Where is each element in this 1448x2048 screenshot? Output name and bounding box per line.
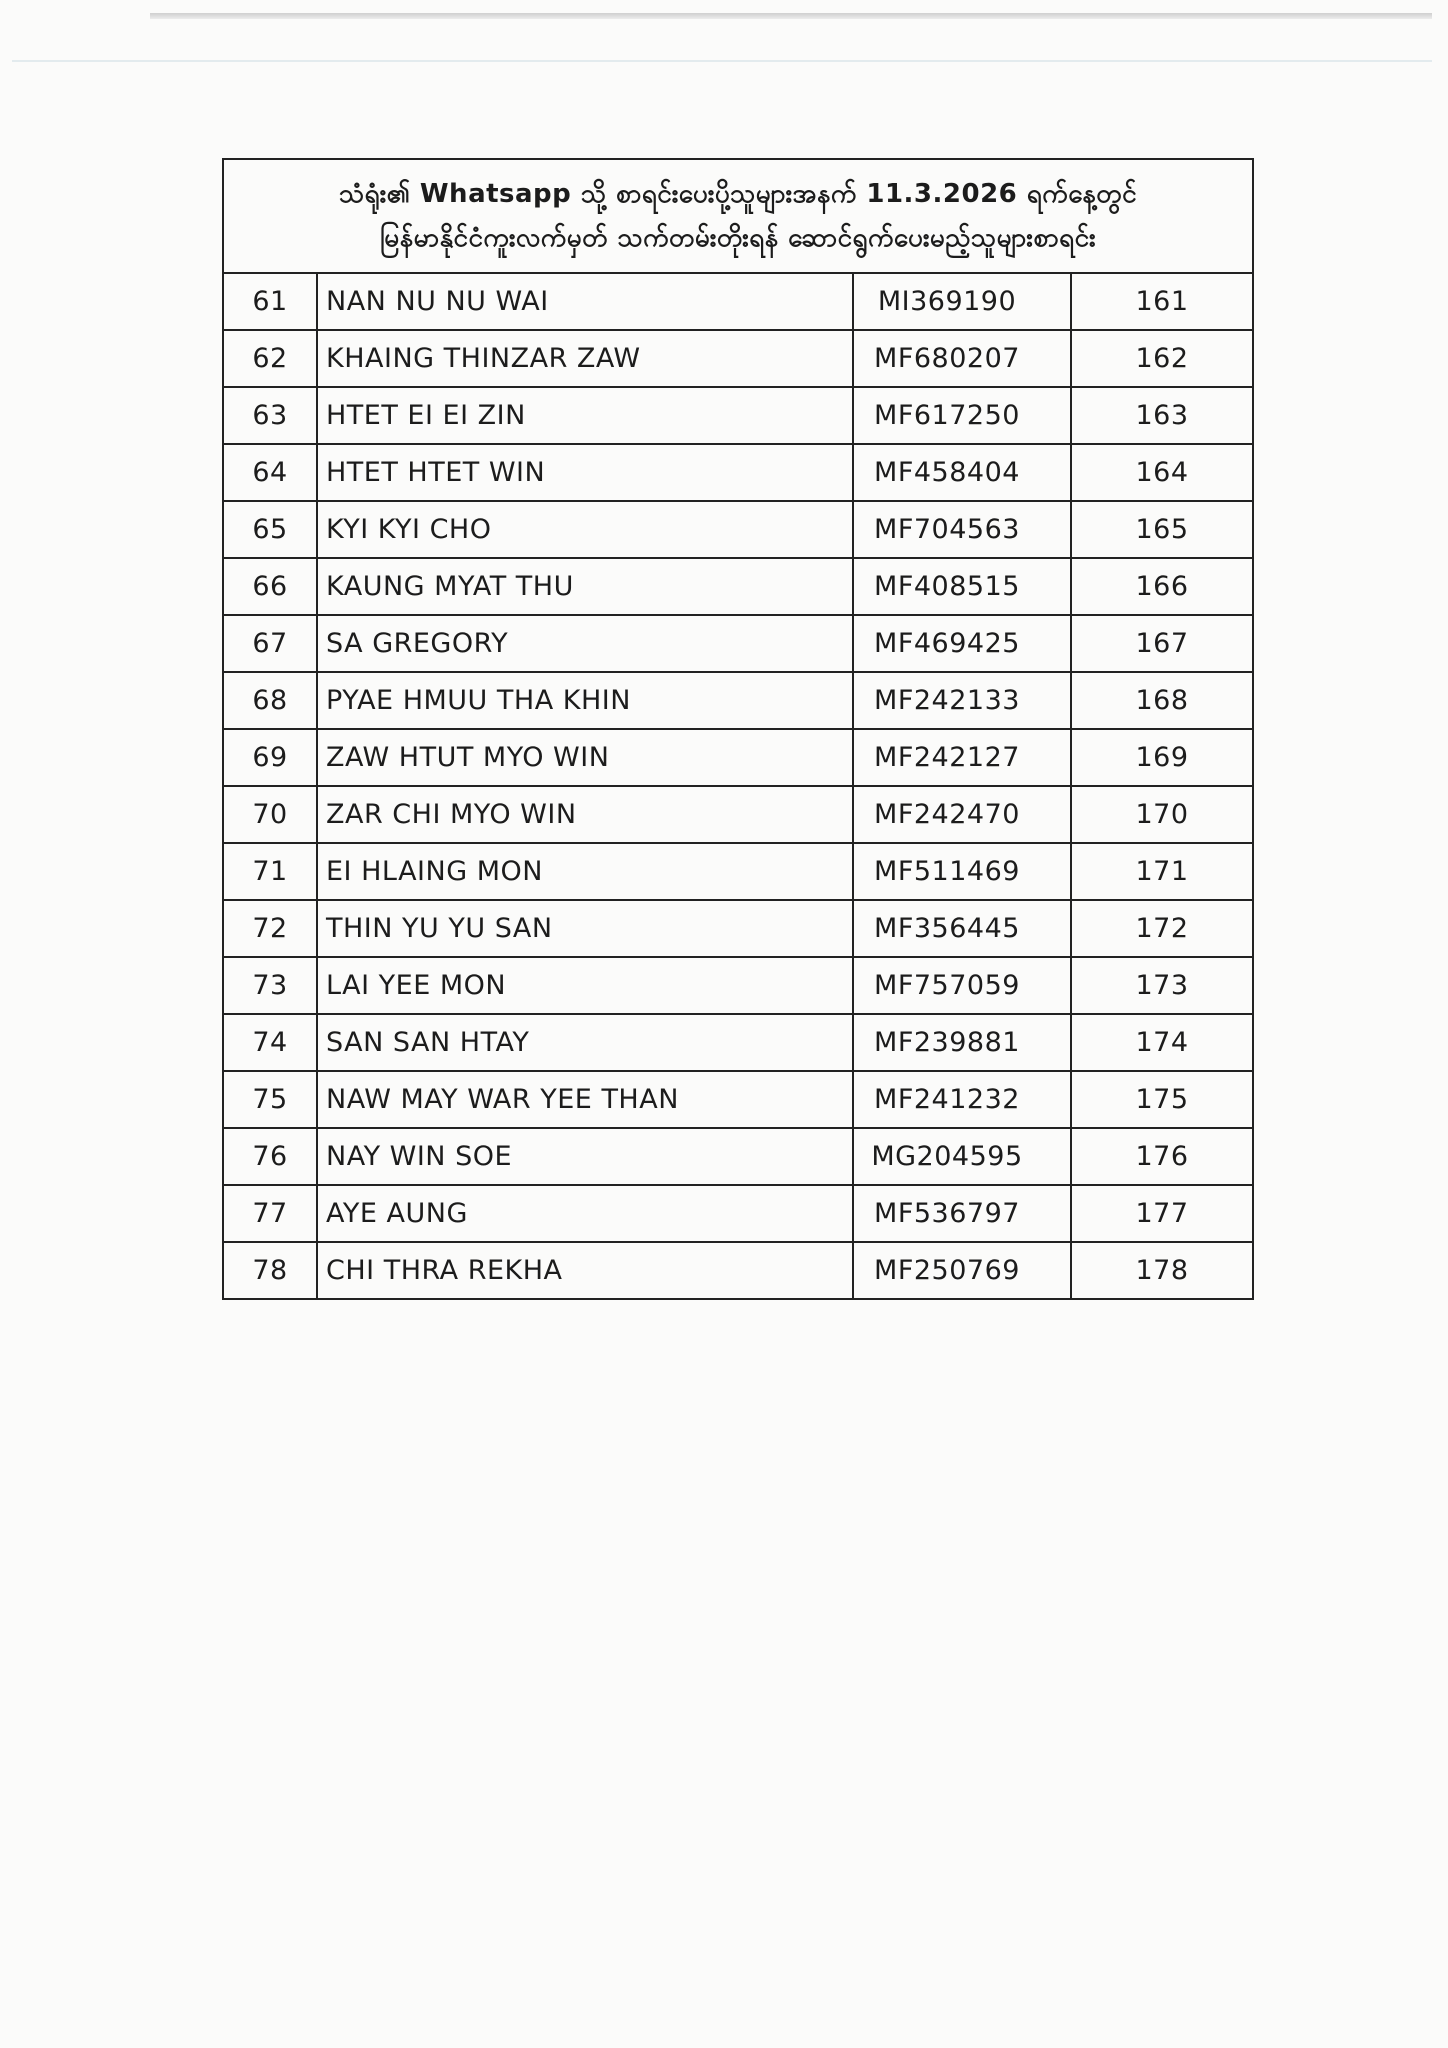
passport-number: MF536797 (853, 1185, 1071, 1242)
sequence-number: 170 (1071, 786, 1253, 843)
applicant-name: LAI YEE MON (317, 957, 853, 1014)
applicant-name: ZAR CHI MYO WIN (317, 786, 853, 843)
sequence-number: 174 (1071, 1014, 1253, 1071)
row-number: 66 (223, 558, 317, 615)
scan-edge-top (150, 13, 1432, 19)
applicant-name: SA GREGORY (317, 615, 853, 672)
passport-number: MF408515 (853, 558, 1071, 615)
table-row (223, 1242, 1253, 1299)
sequence-number: 169 (1071, 729, 1253, 786)
title-line-2: မြန်မာနိုင်ငံကူးလက်မှတ် သက်တမ်းတိုးရန် ဆောင်ရွက်ပေးမည့်သူများစာရင်း (379, 223, 1097, 253)
passport-number: MF242133 (853, 672, 1071, 729)
applicant-name: HTET HTET WIN (317, 444, 853, 501)
row-number: 69 (223, 729, 317, 786)
applicant-name: KYI KYI CHO (317, 501, 853, 558)
title-line-1: သံရုံး၏ Whatsapp သို့ စာရင်းပေးပို့သူများအနက် 11.3.2026 ရက်နေ့တွင် (339, 179, 1137, 209)
row-number: 71 (223, 843, 317, 900)
sequence-number: 167 (1071, 615, 1253, 672)
table-row (223, 387, 1253, 444)
applicant-name: KAUNG MYAT THU (317, 558, 853, 615)
sequence-number: 166 (1071, 558, 1253, 615)
applicant-name: ZAW HTUT MYO WIN (317, 729, 853, 786)
applicant-name: AYE AUNG (317, 1185, 853, 1242)
passport-number: MF469425 (853, 615, 1071, 672)
sequence-number: 172 (1071, 900, 1253, 957)
applicant-name: NAN NU NU WAI (317, 273, 853, 330)
table-row (223, 1014, 1253, 1071)
table-row (223, 672, 1253, 729)
sequence-number: 162 (1071, 330, 1253, 387)
passport-number: MI369190 (853, 273, 1071, 330)
table-row (223, 843, 1253, 900)
applicant-name: EI HLAING MON (317, 843, 853, 900)
sequence-number: 177 (1071, 1185, 1253, 1242)
passport-number: MG204595 (853, 1128, 1071, 1185)
row-number: 72 (223, 900, 317, 957)
row-number: 78 (223, 1242, 317, 1299)
passport-number: MF511469 (853, 843, 1071, 900)
passport-number: MF250769 (853, 1242, 1071, 1299)
applicant-name: NAW MAY WAR YEE THAN (317, 1071, 853, 1128)
table-row (223, 615, 1253, 672)
table-header-row (223, 159, 1253, 273)
row-number: 64 (223, 444, 317, 501)
document-sheet (222, 158, 1252, 1300)
sequence-number: 173 (1071, 957, 1253, 1014)
table-row (223, 1128, 1253, 1185)
row-number: 68 (223, 672, 317, 729)
table-row (223, 1185, 1253, 1242)
row-number: 76 (223, 1128, 317, 1185)
passport-number: MF239881 (853, 1014, 1071, 1071)
sequence-number: 176 (1071, 1128, 1253, 1185)
table-row (223, 900, 1253, 957)
row-number: 67 (223, 615, 317, 672)
sequence-number: 171 (1071, 843, 1253, 900)
row-number: 75 (223, 1071, 317, 1128)
passport-number: MF241232 (853, 1071, 1071, 1128)
passport-number: MF757059 (853, 957, 1071, 1014)
table-row (223, 501, 1253, 558)
sequence-number: 178 (1071, 1242, 1253, 1299)
row-number: 63 (223, 387, 317, 444)
table-row (223, 558, 1253, 615)
row-number: 77 (223, 1185, 317, 1242)
row-number: 73 (223, 957, 317, 1014)
sequence-number: 165 (1071, 501, 1253, 558)
applicant-table (222, 158, 1254, 1300)
passport-number: MF356445 (853, 900, 1071, 957)
applicant-name: SAN SAN HTAY (317, 1014, 853, 1071)
applicant-name: NAY WIN SOE (317, 1128, 853, 1185)
sequence-number: 164 (1071, 444, 1253, 501)
applicant-name: KHAING THINZAR ZAW (317, 330, 853, 387)
sequence-number: 163 (1071, 387, 1253, 444)
row-number: 74 (223, 1014, 317, 1071)
passport-number: MF704563 (853, 501, 1071, 558)
applicant-name: PYAE HMUU THA KHIN (317, 672, 853, 729)
passport-number: MF242127 (853, 729, 1071, 786)
row-number: 70 (223, 786, 317, 843)
passport-number: MF680207 (853, 330, 1071, 387)
passport-number: MF458404 (853, 444, 1071, 501)
sequence-number: 168 (1071, 672, 1253, 729)
table-row (223, 729, 1253, 786)
sequence-number: 175 (1071, 1071, 1253, 1128)
row-number: 62 (223, 330, 317, 387)
table-row (223, 330, 1253, 387)
passport-number: MF242470 (853, 786, 1071, 843)
table-row (223, 1071, 1253, 1128)
table-row (223, 957, 1253, 1014)
passport-number: MF617250 (853, 387, 1071, 444)
applicant-name: HTET EI EI ZIN (317, 387, 853, 444)
row-number: 61 (223, 273, 317, 330)
sequence-number: 161 (1071, 273, 1253, 330)
table-title (223, 159, 1253, 273)
table-row (223, 273, 1253, 330)
scan-edge-line (12, 60, 1432, 62)
applicant-name: CHI THRA REKHA (317, 1242, 853, 1299)
applicant-name: THIN YU YU SAN (317, 900, 853, 957)
table-row (223, 786, 1253, 843)
table-row (223, 444, 1253, 501)
row-number: 65 (223, 501, 317, 558)
